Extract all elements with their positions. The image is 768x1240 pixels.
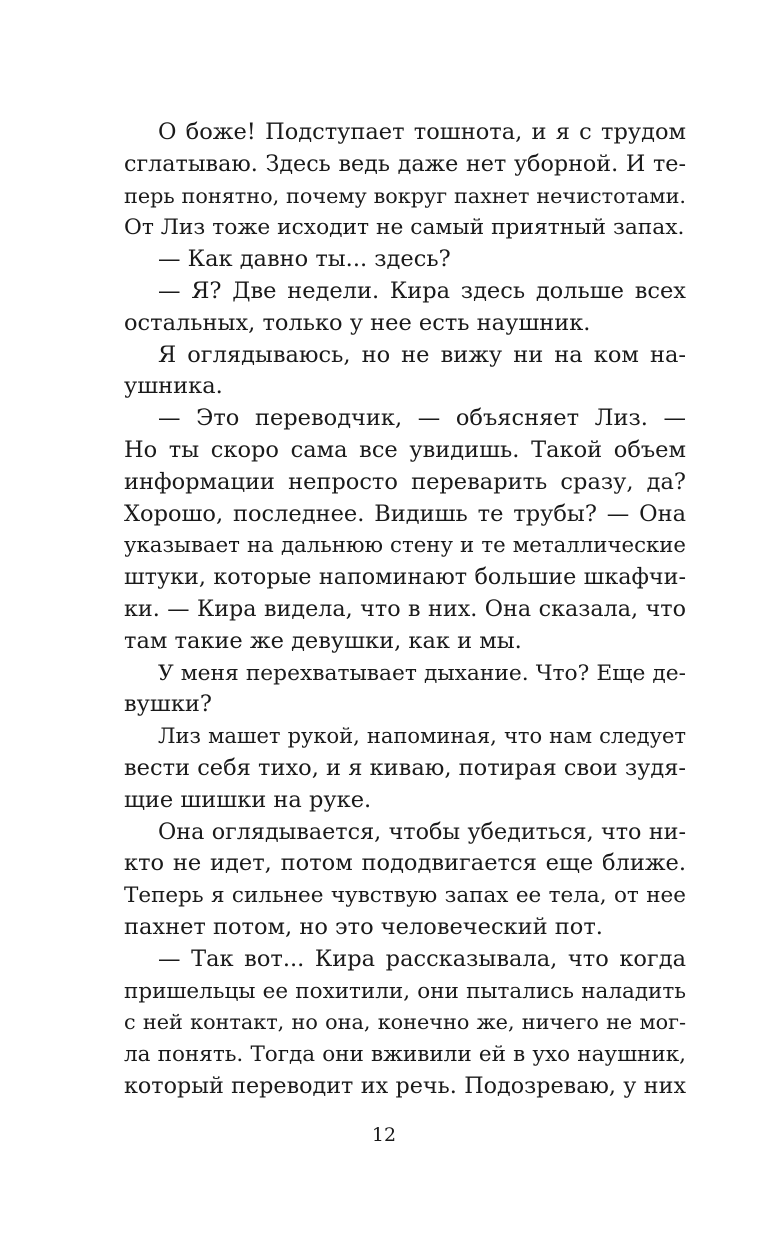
text-line: Я оглядываюсь, но не вижу ни на ком на-: [158, 341, 686, 368]
text-line: информации непросто переварить сразу, да?: [124, 468, 686, 495]
text-line: штуки, которые напоминают большие шкафчи-: [124, 564, 686, 591]
text-line: перь понятно, почему вокруг пахнет нечистотами.: [124, 183, 686, 208]
text-line: с ней контакт, но она, конечно же, ничего не мог-: [124, 1010, 686, 1035]
text-line: — Я? Две недели. Кира здесь дольше всех: [158, 277, 686, 304]
text-line: — Это переводчик, — объясняет Лиз. —: [158, 405, 686, 432]
text-line: Лиз машет рукой, напоминая, что нам следует: [158, 724, 686, 749]
text-line: ла понять. Тогда они вживили ей в ухо наушник,: [124, 1042, 686, 1068]
text-line: О боже! Подступает тошнота, и я с трудом: [158, 119, 686, 145]
page-number: 12: [371, 1124, 397, 1146]
text-line: ушника.: [124, 373, 223, 400]
text-line: сглатываю. Здесь ведь даже нет уборной. И те-: [124, 150, 686, 177]
text-line: — Как давно ты... здесь?: [158, 246, 451, 273]
text-line: указывает на дальнюю стену и те металлические: [124, 533, 686, 559]
text-line: там такие же девушки, как и мы.: [124, 627, 522, 654]
text-line: который переводит их речь. Подозреваю, у них: [124, 1072, 686, 1099]
text-line: ки. — Кира видела, что в них. Она сказала, что: [124, 595, 686, 622]
body-text: [124, 117, 686, 1103]
text-line: — Так вот... Кира рассказывала, что когда: [158, 945, 686, 972]
text-line: кто не идет, потом пододвигается еще ближе.: [124, 850, 686, 877]
text-line: вести себя тихо, и я киваю, потирая свои зудя-: [124, 754, 686, 781]
text-line: Теперь я сильнее чувствую запах ее тела, от нее: [124, 883, 686, 909]
text-line: пришельцы ее похитили, они пытались наладить: [124, 978, 686, 1004]
text-line: вушки?: [124, 691, 212, 718]
text-line: У меня перехватывает дыхание. Что? Еще де-: [158, 660, 686, 686]
text-line: пахнет потом, но это человеческий пот.: [124, 913, 603, 940]
text-line: Но ты скоро сама все увидишь. Такой объем: [124, 436, 686, 463]
text-line: щие шишки на руке.: [124, 786, 372, 813]
text-line: Она оглядывается, чтобы убедиться, что ни-: [158, 818, 686, 845]
text-line: От Лиз тоже исходит не самый приятный запах.: [124, 215, 685, 241]
text-line: Хорошо, последнее. Видишь те трубы? — Она: [124, 500, 686, 527]
text-line: остальных, только у нее есть наушник.: [124, 309, 591, 336]
